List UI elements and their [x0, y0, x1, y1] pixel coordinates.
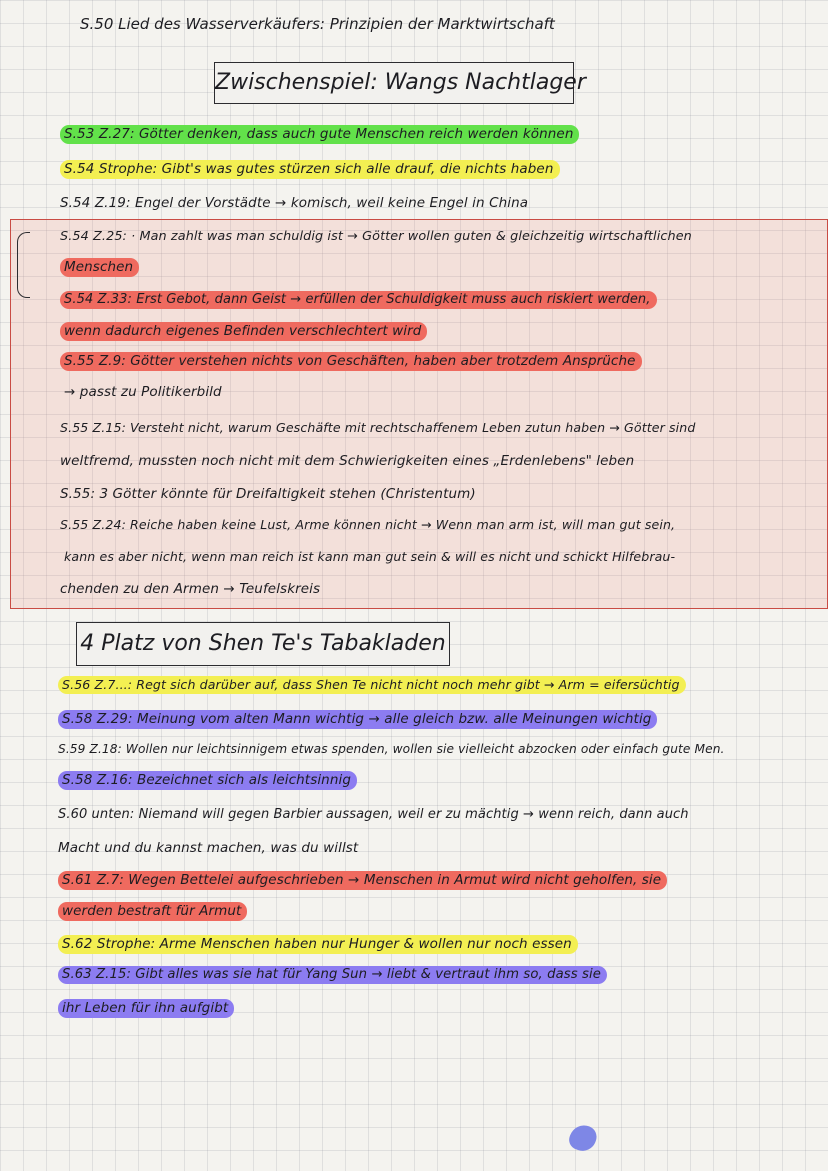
note-line: S.61 Z.7: Wegen Bettelei aufgeschrieben → Menschen in Armut wird nicht geholfen, sie	[58, 871, 667, 890]
note-line: S.63 Z.15: Gibt alles was sie hat für Yang Sun → liebt & vertraut ihm so, dass sie	[58, 966, 607, 984]
note-line: weltfremd, mussten noch nicht mit dem Schwierigkeiten eines „Erdenlebens" leben	[60, 453, 635, 469]
blue-blob-mark	[566, 1121, 599, 1154]
note-line: S.59 Z.18: Wollen nur leichtsinnigem etwas spenden, wollen sie vielleicht abzocken oder einfach gute Men.	[58, 742, 725, 756]
heading-interlude: Zwischenspiel: Wangs Nachtlager	[214, 62, 574, 104]
note-line: S.53 Z.27: Götter denken, dass auch gute Menschen reich werden können	[60, 125, 579, 144]
note-line: Menschen	[60, 258, 139, 277]
note-line: S.62 Strophe: Arme Menschen haben nur Hunger & wollen nur noch essen	[58, 935, 578, 954]
heading-scene-4: 4 Platz von Shen Te's Tabakladen	[76, 622, 450, 666]
note-line: S.55 Z.24: Reiche haben keine Lust, Arme können nicht → Wenn man arm ist, will man gut sein,	[60, 517, 676, 532]
note-line: S.54 Z.25: · Man zahlt was man schuldig ist → Götter wollen guten & gleichzeitig wirtschaftlichen	[60, 229, 692, 244]
note-line: S.58 Z.29: Meinung vom alten Mann wichtig → alle gleich bzw. alle Meinungen wichtig	[58, 710, 657, 729]
note-line: chenden zu den Armen → Teufelskreis	[60, 581, 321, 597]
connector-bracket	[17, 232, 30, 298]
note-line: S.55: 3 Götter könnte für Dreifaltigkeit stehen (Christentum)	[60, 486, 476, 502]
note-line: S.54 Z.33: Erst Gebot, dann Geist → erfüllen der Schuldigkeit muss auch riskiert werden,	[60, 291, 657, 309]
note-line: ihr Leben für ihn aufgibt	[58, 999, 234, 1018]
note-line: S.54 Z.19: Engel der Vorstädte → komisch, weil keine Engel in China	[60, 195, 529, 211]
note-line: S.55 Z.9: Götter verstehen nichts von Geschäften, haben aber trotzdem Ansprüche	[60, 352, 642, 371]
note-line: S.56 Z.7...: Regt sich darüber auf, dass Shen Te nicht nicht noch mehr gibt → Arm = eifersüchtig	[58, 676, 686, 694]
note-line: Macht und du kannst machen, was du willst	[58, 840, 359, 856]
note-line: wenn dadurch eigenes Befinden verschlechtert wird	[60, 322, 427, 341]
note-line: S.60 unten: Niemand will gegen Barbier aussagen, weil er zu mächtig → wenn reich, dann auch	[58, 807, 689, 822]
note-line: kann es aber nicht, wenn man reich ist kann man gut sein & will es nicht und schickt Hilfebrau-	[64, 549, 676, 564]
note-line: werden bestraft für Armut	[58, 902, 247, 921]
note-line: S.54 Strophe: Gibt's was gutes stürzen sich alle drauf, die nichts haben	[60, 160, 560, 179]
page-title: S.50 Lied des Wasserverkäufers: Prinzipien der Marktwirtschaft	[80, 15, 555, 33]
note-line: → passt zu Politikerbild	[64, 384, 222, 400]
note-line: S.55 Z.15: Versteht nicht, warum Geschäfte mit rechtschaffenem Leben zutun haben → Götter sind	[60, 420, 696, 435]
note-line: S.58 Z.16: Bezeichnet sich als leichtsinnig	[58, 771, 357, 790]
